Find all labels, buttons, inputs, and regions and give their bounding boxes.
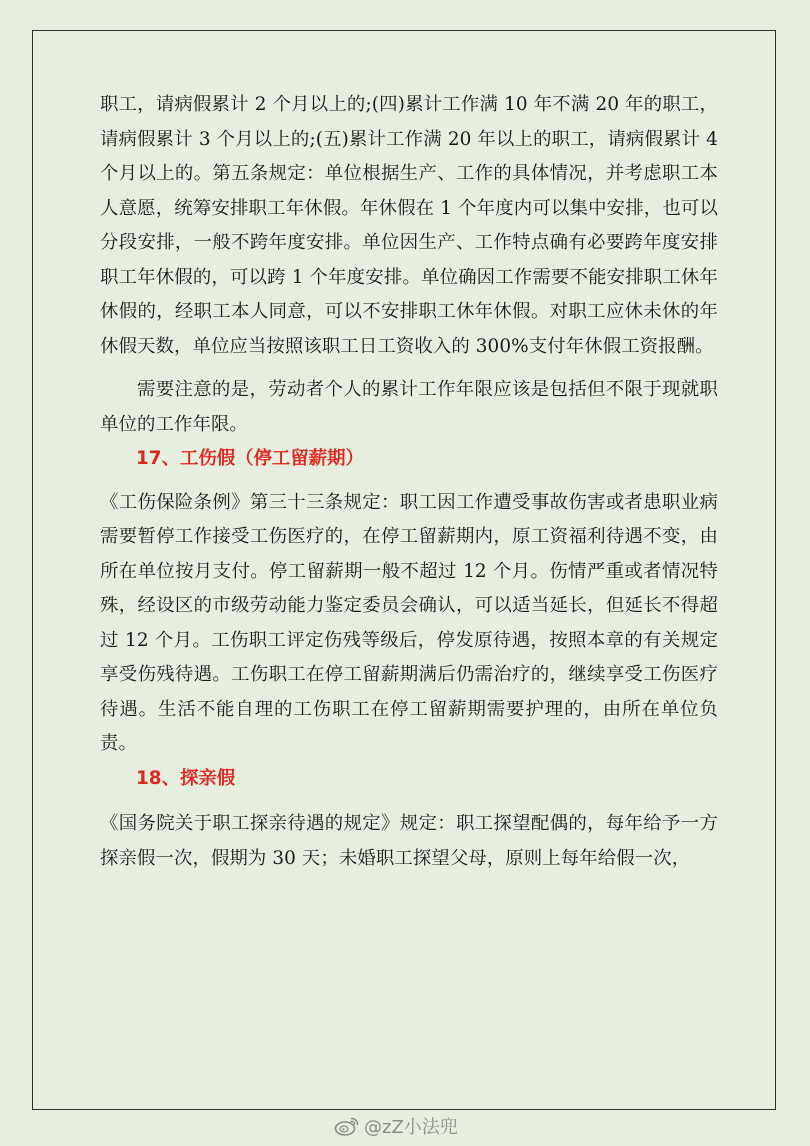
paragraph-work-years-note: 需要注意的是，劳动者个人的累计工作年限应该是包括但不限于现就职单位的工作年限。 [100,379,718,435]
watermark-text: @zZ小法兜 [364,1117,458,1138]
heading-family-visit-leave: 18、探亲假 [136,767,236,789]
heading-work-injury-leave: 17、工伤假（停工留薪期） [136,448,364,469]
weibo-icon [334,1115,360,1137]
paragraph-work-injury-rules: 《工伤保险条例》第三十三条规定：职工因工作遭受事故伤害或者患职业病需要暂停工作接受工伤医疗的，在停工留薪期内，原工资福利待遇不变，由所在单位按月支付。停工留薪期一般不超过 12 个月。伤情严重或者情况特殊，经设区的市级劳动能力鉴定委员会确认，可以适当延长，但延长不得超过 12 个月。工伤职工评定伤残等级后，停发原待遇，按照本章的有关规定享受伤残待遇。工伤职工在停工留薪期满后仍需治疗的，继续享受工伤医疗待遇。生活不能自理的工伤职工在停工留薪期需要护理的，由所在单位负责。 [100,491,718,754]
watermark [334,1113,458,1139]
document-body [100,88,718,876]
paragraph-family-visit-rules: 《国务院关于职工探亲待遇的规定》规定：职工探望配偶的，每年给予一方探亲假一次，假期为 30 天；未婚职工探望父母，原则上每年给假一次， [100,813,718,869]
paragraph-annual-leave-rules: 职工，请病假累计 2 个月以上的;(四)累计工作满 10 年不满 20 年的职工，请病假累计 3 个月以上的;(五)累计工作满 20 年以上的职工，请病假累计 4 个月以上的。第五条规定：单位根据生产、工作的具体情况，并考虑职工本人意愿，统筹安排职工年休假。年休假在 1 个年度内可以集中安排，也可以分段安排，一般不跨年度安排。单位因生产、工作特点确有必要跨年度安排职工年休假的，可以跨 1 个年度安排。单位确因工作需要不能安排职工休年休假的，经职工本人同意，可以不安排职工休年休假。对职工应休未休的年休假天数，单位应当按照该职工日工资收入的 300%支付年休假工资报酬。 [100,94,718,357]
